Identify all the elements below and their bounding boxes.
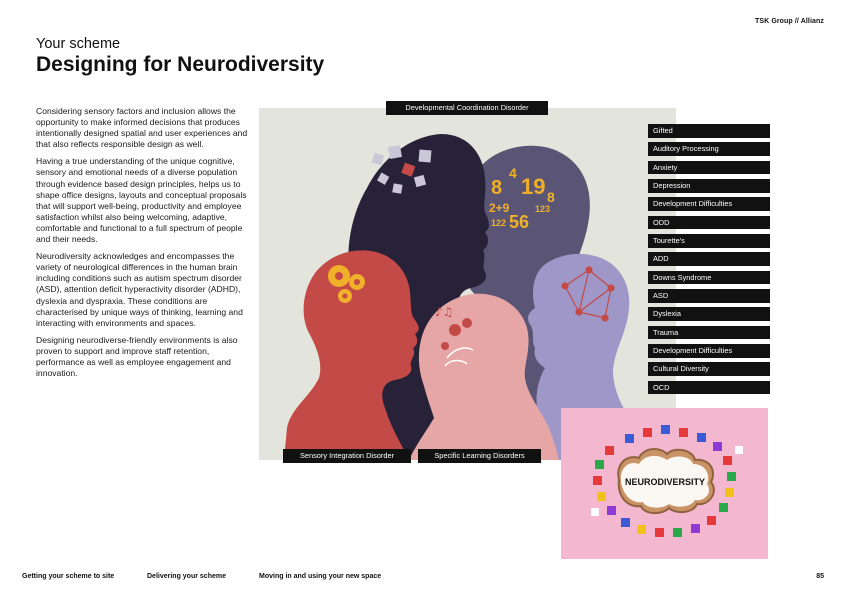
svg-text:4: 4	[509, 165, 517, 181]
footer-nav-link[interactable]: Getting your scheme to site	[22, 573, 115, 580]
svg-text:♪♫: ♪♫	[435, 305, 454, 319]
footer-nav-link[interactable]: Delivering your scheme	[147, 573, 226, 580]
condition-item: Depression	[648, 179, 770, 193]
condition-item: Auditory Processing	[648, 142, 770, 156]
label-specific-learning-disorders: Specific Learning Disorders	[418, 449, 541, 463]
label-developmental-coordination-disorder: Developmental Coordination Disorder	[386, 101, 548, 115]
brain-blocks-artwork	[561, 408, 768, 559]
condition-item: ASD	[648, 289, 770, 303]
condition-item: ODD	[648, 216, 770, 230]
condition-item: Dyslexia	[648, 307, 770, 321]
svg-text:56: 56	[509, 212, 530, 232]
svg-text:122: 122	[491, 218, 507, 228]
condition-item: Gifted	[648, 124, 770, 138]
page-title: Designing for Neurodiversity	[36, 53, 325, 76]
neurodiversity-photo	[561, 408, 768, 559]
svg-text:2+9: 2+9	[489, 201, 510, 215]
condition-item: Development Difficulties	[648, 344, 770, 358]
svg-text:19: 19	[521, 174, 546, 199]
footer-nav-link[interactable]: Moving in and using your new space	[259, 573, 382, 580]
condition-item: Cultural Diversity	[648, 362, 770, 376]
condition-item: Anxiety	[648, 161, 770, 175]
svg-text:123: 123	[535, 204, 551, 214]
conditions-list	[648, 124, 770, 399]
paragraph: Designing neurodiverse-friendly environments is also proven to support and improve staff retention, performance as well as employee engagement and innovation.	[36, 334, 238, 379]
condition-item: Tourette's	[648, 234, 770, 248]
section-kicker: Your scheme	[36, 36, 121, 52]
paragraph: Having a true understanding of the unique cognitive, sensory and emotional needs of a diverse population through evidence based design principles, helps us to shape office designs, layouts and conceptual proposals that will support well-being, productivity and employee satisfaction whilst also being welcoming, adaptive, comfortable and functional to a full spectrum of people and their needs.	[36, 156, 247, 245]
page-number: 85	[816, 573, 824, 580]
condition-item: ADD	[648, 252, 770, 266]
body-copy	[36, 106, 254, 385]
condition-item: OCD	[648, 381, 770, 395]
label-sensory-integration-disorder: Sensory Integration Disorder	[283, 449, 411, 463]
paragraph: Considering sensory factors and inclusion allows the opportunity to make informed decisions that produces intentionally designed spatial and user experiences and that also reflects responsible design as well.	[36, 106, 248, 150]
brand-logo-text: TSK Group // Allianz	[754, 18, 824, 25]
svg-text:8: 8	[491, 177, 503, 199]
sign-text: NEURODIVERSITY	[624, 477, 706, 487]
svg-text:8: 8	[547, 189, 555, 205]
paragraph: Neurodiversity acknowledges and encompasses the variety of neurological differences in the human brain including conditions such as autism spectrum disorder (ASD), attention deficit hyperactivity disorder (ADHD), dyslexia and dyspraxia. These conditions are characterised by unique ways of thinking, learning and interacting with environments and spaces.	[36, 251, 243, 328]
condition-item: Trauma	[648, 326, 770, 340]
condition-item: Development Difficulties	[648, 197, 770, 211]
condition-item: Downs Syndrome	[648, 271, 770, 285]
